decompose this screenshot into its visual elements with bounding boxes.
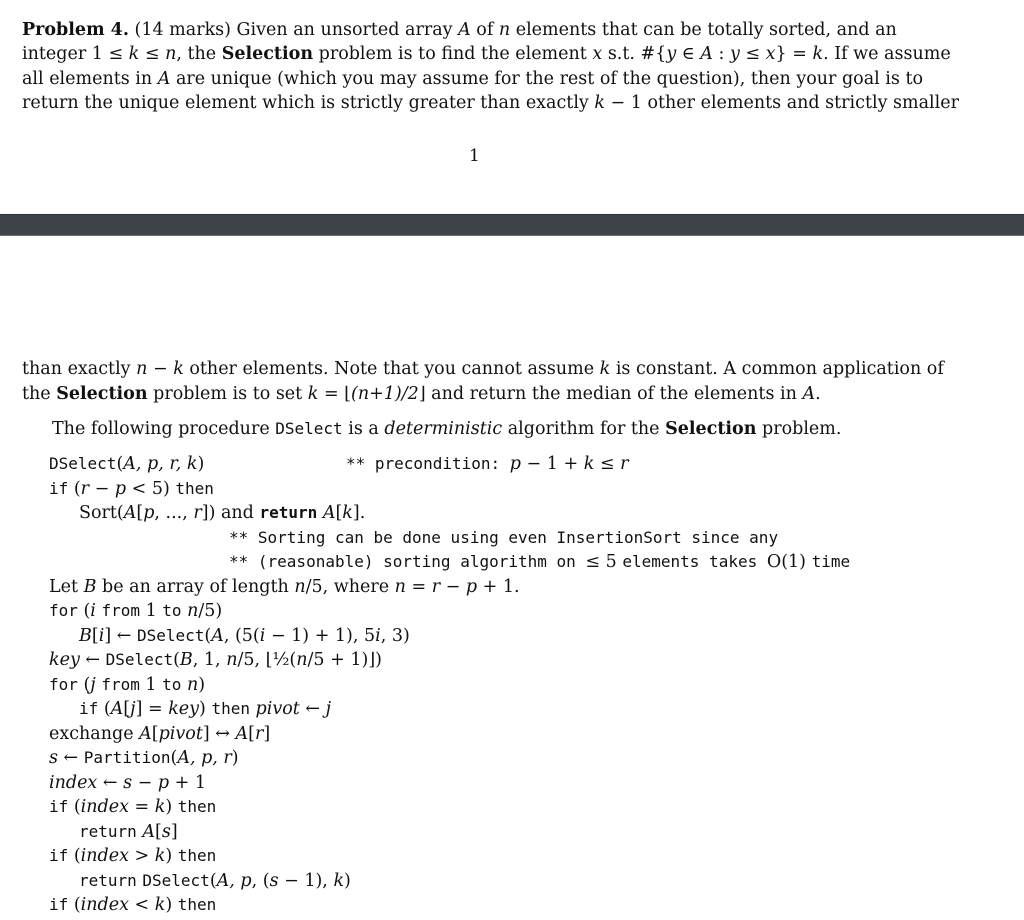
code-line [49,575,520,599]
code-line [49,893,216,917]
text-run: the [22,384,57,404]
text-run: p [509,454,521,474]
text-run: /5, ⌊½( [237,650,297,670]
text-run: A [322,503,336,523]
problem-text-line [22,18,897,42]
problem-text-line [22,67,923,91]
text-run: return [79,870,137,890]
text-run: ← [79,650,106,670]
text-run: pivot [158,723,203,744]
text-run: ≤ 5 [585,552,623,572]
text-run: DSelect [136,625,205,645]
text-run: Problem 4. [22,20,129,40]
text-run: . [815,384,821,404]
text-run: ≤ [139,44,166,64]
text-run: ]) and [201,503,260,523]
text-run: A [235,723,249,744]
text-run: n [294,576,306,597]
text-run: pivot [255,699,300,719]
text-run: [ [136,503,144,523]
text-run: s [49,748,58,768]
text-run: problem. [756,419,842,439]
text-run: B [179,650,193,670]
text-run: exchange [49,723,140,744]
text-run: y [729,44,740,64]
text-run: = [405,576,432,597]
text-run: j [90,674,96,695]
text-run: ( [77,601,91,621]
text-run: ( [68,797,81,817]
text-run: [ [91,625,99,646]
text-run: : [712,44,730,64]
text-run: − [89,478,115,499]
text-run: ← [57,748,84,768]
code-line [79,869,351,893]
text-run: DSelect [105,650,174,669]
text-run: ** Sorting can be done using even InsertionSort since any [229,527,779,547]
text-run: index [80,797,129,817]
text-run: y [666,44,677,64]
text-run: /5 + 1)⌋) [307,650,382,670]
code-line [49,477,214,501]
code-line [49,795,216,819]
text-run: . If we assume [823,44,951,64]
text-run: n [136,359,148,379]
text-run: r [80,478,90,499]
text-run: p [157,772,170,793]
text-run: problem is to set [147,384,308,404]
text-run: if [49,478,69,498]
text-run: of [470,20,499,40]
text-run: ) [165,797,178,817]
text-run: = ⌊ [318,384,351,404]
text-run: s [123,772,133,793]
text-run: ( [170,748,178,768]
text-run: n [498,20,511,40]
text-run: than exactly [22,359,137,379]
text-run: k [154,895,166,915]
text-run: Partition [83,748,171,767]
text-run: s [269,870,279,891]
text-run: /5) [198,601,223,621]
text-run: DSelect [275,419,343,438]
text-run: ) [198,674,206,695]
text-run: DSelect [49,454,117,473]
text-run: Selection [665,419,757,439]
text-run: ]. [352,503,366,523]
text-run: B [79,625,92,646]
text-run: k [812,44,824,64]
text-run: return [259,503,318,522]
text-run: n [226,650,238,670]
text-run: A [123,503,137,523]
text-run: A [211,625,224,646]
code-line [49,648,382,672]
text-run: O [766,552,782,572]
text-run: to [162,601,182,620]
text-run: A [700,44,713,64]
text-run: } = [775,44,813,64]
text-run: ** precondition: [346,454,510,473]
text-run: − 1 + [520,454,584,474]
text-run: then [175,478,214,498]
text-run: ← [97,772,124,793]
text-run: are unique (which you may assume for the rest of the question), then your goal is to [170,69,924,89]
text-run: be an array of length [96,576,295,597]
text-run: key [49,650,80,670]
text-run: + 1. [477,576,520,597]
text-run: A [142,821,156,842]
text-run: < [128,895,155,915]
text-run: (n+1)/2 [351,384,419,404]
text-run: k [307,384,319,404]
text-run: , (5( [223,625,260,646]
text-run: (14 marks) Given an unsorted array [128,20,459,40]
text-run: ( [68,895,81,915]
text-run: i [98,625,105,646]
text-run: if [49,895,69,914]
text-run: ( [77,674,91,695]
text-run: A, p [216,870,252,891]
text-run: i [259,625,266,646]
text-run: r [620,454,629,474]
text-run: k [333,870,345,891]
text-run: then [177,846,217,865]
text-run: elements that can be totally sorted, and an [510,20,897,40]
text-run: n [187,601,199,621]
text-run: r [193,503,202,523]
text-run: ( [98,699,111,719]
text-run: then [177,797,217,816]
code-line [49,844,216,868]
text-run: + 1 [169,772,207,793]
text-run: key [168,699,200,719]
text-run: then [177,895,217,914]
text-run: deterministic [384,419,503,439]
text-run: = [128,797,155,817]
text-run: integer 1 ≤ [22,44,129,64]
text-run: A [458,20,471,40]
code-comment [346,452,628,476]
text-run: 1 [139,674,163,695]
text-run: ( [68,846,81,866]
text-run: is a [342,419,385,439]
text-run: index [80,895,129,915]
code-line [229,526,778,550]
text-run: , ..., [154,503,194,523]
text-run: r [431,576,441,597]
code-line [229,550,850,574]
text-run: − [440,576,466,597]
code-line [79,697,331,721]
problem-text-line [22,382,821,406]
text-run: Selection [221,44,314,64]
text-run: − 1 other elements and strictly smaller [604,93,959,113]
text-run: − [132,772,158,793]
text-run: n [296,650,308,670]
text-run: ( [116,454,124,474]
text-run: ) [344,870,351,891]
text-run: if [49,797,69,816]
text-run: s [161,821,171,842]
text-run: for [49,674,78,694]
intro-paragraph [52,417,841,441]
text-run: /5, where [305,576,395,597]
text-run: ∈ [676,44,701,64]
text-run: i [90,601,96,621]
text-run: r [254,723,264,744]
text-run: j [130,699,136,719]
text-run: k [599,359,611,379]
text-run: ) [197,454,205,474]
text-run: ( [209,870,217,891]
text-run: for [49,601,78,620]
text-run: is constant. A common application of [610,359,944,379]
code-line [49,746,239,770]
text-run: ( [68,478,81,499]
text-run: if [49,846,69,865]
text-run: , 1, [192,650,227,670]
text-run: > [128,846,155,866]
text-run: ** (reasonable) sorting algorithm on [229,552,586,571]
text-run: other elements. Note that you cannot assume [183,359,600,379]
text-run: A [802,384,816,404]
text-run: [ [155,821,162,842]
text-run: ) [199,699,212,719]
code-line [79,624,410,648]
text-run: (1) [781,552,812,572]
text-run: DSelect [142,870,210,890]
text-run: k [173,359,184,379]
code-line [49,722,270,746]
text-run: p [143,503,155,523]
text-run: n [165,44,177,64]
text-run: Let [49,576,84,597]
text-run: j [325,699,332,719]
text-run: k [594,93,605,113]
page-separator [0,214,1024,236]
text-run: [ [248,723,255,744]
text-run: if [79,699,99,718]
code-line [49,771,206,795]
text-run: B [83,576,97,597]
text-run: k [583,454,595,474]
text-run: k [154,797,166,817]
text-run: x [592,44,603,64]
text-run: return the unique element which is strictly greater than exactly [22,93,595,113]
text-run: ] = [135,699,169,719]
text-run: ← [299,699,326,719]
text-run: ( [204,625,212,646]
page-number: 1 [469,146,480,166]
text-run: , the [176,44,222,64]
text-run: , ( [251,870,270,891]
text-run: A, p, r [177,748,232,768]
text-run: elements takes [622,552,767,571]
text-run: ) [165,895,178,915]
text-run: ) [165,846,178,866]
text-run: time [811,552,851,571]
text-run: A [157,69,171,89]
code-line [79,501,365,525]
text-run: i [375,625,381,646]
text-run: all elements in [22,69,158,89]
text-run: ] ← [104,625,137,646]
text-run: A, p, r, k [123,454,198,474]
text-run: 1 [140,601,163,621]
text-run: A [110,699,124,719]
text-run: p [465,576,478,597]
text-run: [ [123,699,131,719]
text-run: k [128,44,140,64]
text-run: k [342,503,353,523]
text-run: A [139,723,152,744]
text-run: p [114,478,127,499]
text-run: ) [231,748,239,768]
text-run: index [80,846,129,866]
text-run: ] [263,723,271,744]
text-run: ] [170,821,178,842]
text-run: − 1), [278,870,334,891]
text-run: < 5) [126,478,176,499]
text-run: [ [151,723,159,744]
text-run: n [394,576,406,597]
text-run: index [49,772,98,793]
text-run: from [101,674,140,694]
code-line [49,599,222,623]
text-run: ( [173,650,180,670]
code-line [79,820,178,844]
text-run: Sort( [79,503,124,523]
text-run: k [154,846,166,866]
text-run: s.t. #{ [602,44,667,64]
text-run: ] ↔ [202,723,236,744]
problem-text-line [22,91,959,115]
text-run: Selection [56,384,148,404]
text-run: to [162,674,182,694]
text-run: n [186,674,199,695]
text-run: then [211,699,250,718]
text-run: algorithm for the [502,419,666,439]
code-line [49,673,205,697]
problem-text-line [22,42,951,66]
text-run: − [147,359,174,379]
text-run: − 1) + 1), 5 [265,625,376,646]
text-run: ≤ [594,454,621,474]
text-run: x [765,44,776,64]
text-run: from [101,601,141,620]
text-run: ⌋ and return the median of the elements in [418,384,803,404]
code-line [49,452,204,476]
text-run: return [79,821,137,841]
text-run: [ [335,503,343,523]
text-run: , 3) [380,625,410,646]
text-run: problem is to find the element [313,44,593,64]
text-run: ≤ [739,44,766,64]
text-run: The following procedure [52,419,276,439]
problem-text-line [22,357,944,381]
